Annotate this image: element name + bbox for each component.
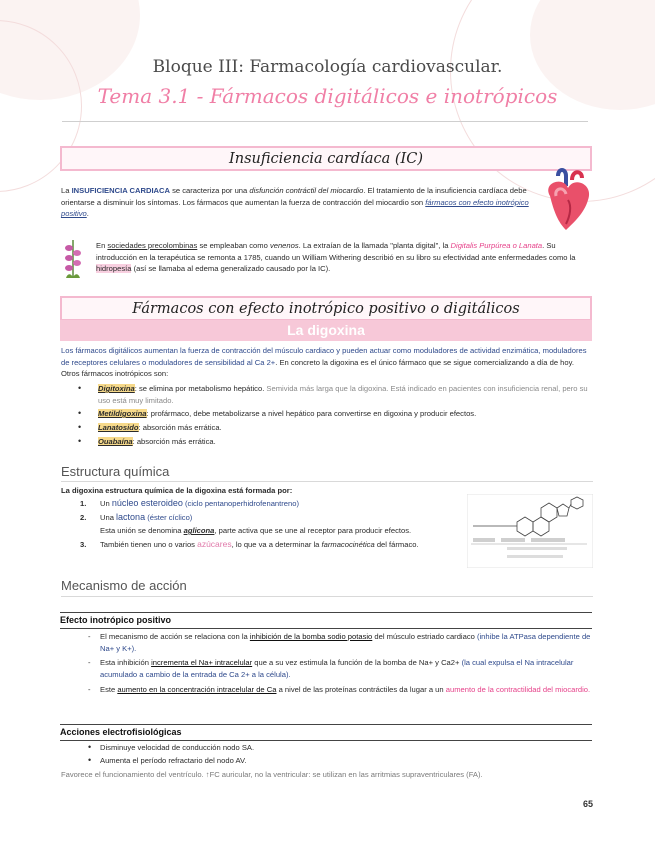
bullet: • [88,755,92,765]
structure-divider [61,481,593,482]
paragraph-history: En sociedades precolombinas se empleaban como venenos. La extraían de la llamada "planta digital", la Digitalis Purpúrea o Lanata. Su introducción en la terapéutica se remonta a 1785, cuando un William Withering describió en su libro su efectividad ante enfermedades como la hidropesía (así se llamaba al edema generalizado causado por la IC). [96,241,576,274]
digoxin-molecule-figure-icon [467,494,593,568]
heart-illustration-icon [538,166,596,234]
topic-title: Tema 3.1 - Fármacos digitálicos e inotrópicos [97,84,558,108]
bullet: • [78,436,82,446]
paragraph-heart-failure: La INSUFICIENCIA CARDIACA se caracteriza por una disfunción contráctil del miocardio. El tratamiento de la insuficiencia cardíaca debe orientarse a disminuir los síntomas. Los fármacos que aumentan la fuerza de contracción del miocardio son fármacos con efecto inotrópico positivo. [61,186,529,219]
dash: - [88,658,91,667]
bullet: • [78,408,82,418]
ep-footnote: Favorece el funcionamiento del ventrículo. ↑FC auricular, no la ventricular: se utilizan en las arritmias supraventriculares (FA). [61,770,483,779]
effect-item-calcium: Este aumento en la concentración intracelular de Ca a nivel de las proteínas contráctiles da lugar a un aumento de la contractilidad del miocardio. [100,685,591,694]
dash: - [88,632,91,641]
drug-metildigoxina: Metildigoxina: profármaco, debe metabolizarse a nivel hepático para convertirse en digoxina y producir efectos. [98,409,477,418]
bullet: • [88,742,92,752]
section-heart-failure-title: Insuficiencia cardíaca (IC) [60,146,592,171]
mechanism-divider [61,596,593,597]
structure-aglycone-note: Esta unión se denomina aglicona, parte activa que se une al receptor para producir efectos. [100,526,412,535]
section-inotropic-title: Fármacos con efecto inotrópico positivo o digitálicos [60,296,592,321]
ep-item-av-node: Aumenta el período refractario del nodo AV. [100,756,247,765]
foxglove-plant-icon [60,238,86,280]
drug-digitoxina: Digitoxina: se elimina por metabolismo hepático. Semivida más larga que la digoxina. Está indicado en pacientes con insuficiencia renal, pero su uso está muy limitado. [98,384,588,405]
effect-item-pump: El mecanismo de acción se relaciona con la inhibición de la bomba sodio potasio del músculo estriado cardiaco (inhibe la ATPasa dependiente de Na+ y K+). [100,632,591,653]
structure-item-sugars: También tienen uno o varios azúcares, lo que va a determinar la farmacocinética del fármaco. [100,539,419,549]
structure-item-lactone: Una lactona (éster cíclico) [100,512,193,522]
drug-lanatosido: Lanatosido: absorción más errática. [98,423,222,432]
mechanism-heading: Mecanismo de acción [61,578,187,593]
structure-intro: La digoxina estructura química de la digoxina está formada por: [61,486,293,495]
inotropic-effect-heading: Efecto inotrópico positivo [60,612,592,629]
list-number: 3. [80,540,87,549]
list-number: 1. [80,499,87,508]
dash: - [88,685,91,694]
list-number: 2. [80,513,87,522]
drug-ouabaina: Ouabaína: absorción más errática. [98,437,216,446]
effect-item-sodium: Esta inhibición incrementa el Na+ intracelular que a su vez estimula la función de la bomba de Na+ y Ca2+ (la cual expulsa el Na intracelular acumulado a cambio de la entrada de Ca 2+ a la célula). [100,658,574,679]
bullet: • [78,383,82,393]
digoxin-banner: La digoxina [60,320,592,341]
electrophysiology-heading: Acciones electrofisiológicas [60,724,592,741]
ep-item-sa-node: Disminuye velocidad de conducción nodo SA. [100,743,255,752]
block-title: Bloque III: Farmacología cardiovascular. [152,57,503,77]
header-divider [62,121,588,122]
paragraph-digitalics: Los fármacos digitálicos aumentan la fuerza de contracción del músculo cardiaco y pueden actuar como moduladores de actividad enzimática, moduladores de receptores celulares o moduladores de sensibilidad al Ca 2+. En concreto la digoxina es el único fármaco que se sigue comercializando a día de hoy. Otros fármacos inotrópicos son: [61,346,587,379]
page-number: 65 [582,799,593,809]
bullet: • [78,422,82,432]
structure-heading: Estructura química [61,464,170,479]
structure-item-steroid: Un núcleo esteroideo (ciclo pentanoperhidrofenantreno) [100,498,299,508]
